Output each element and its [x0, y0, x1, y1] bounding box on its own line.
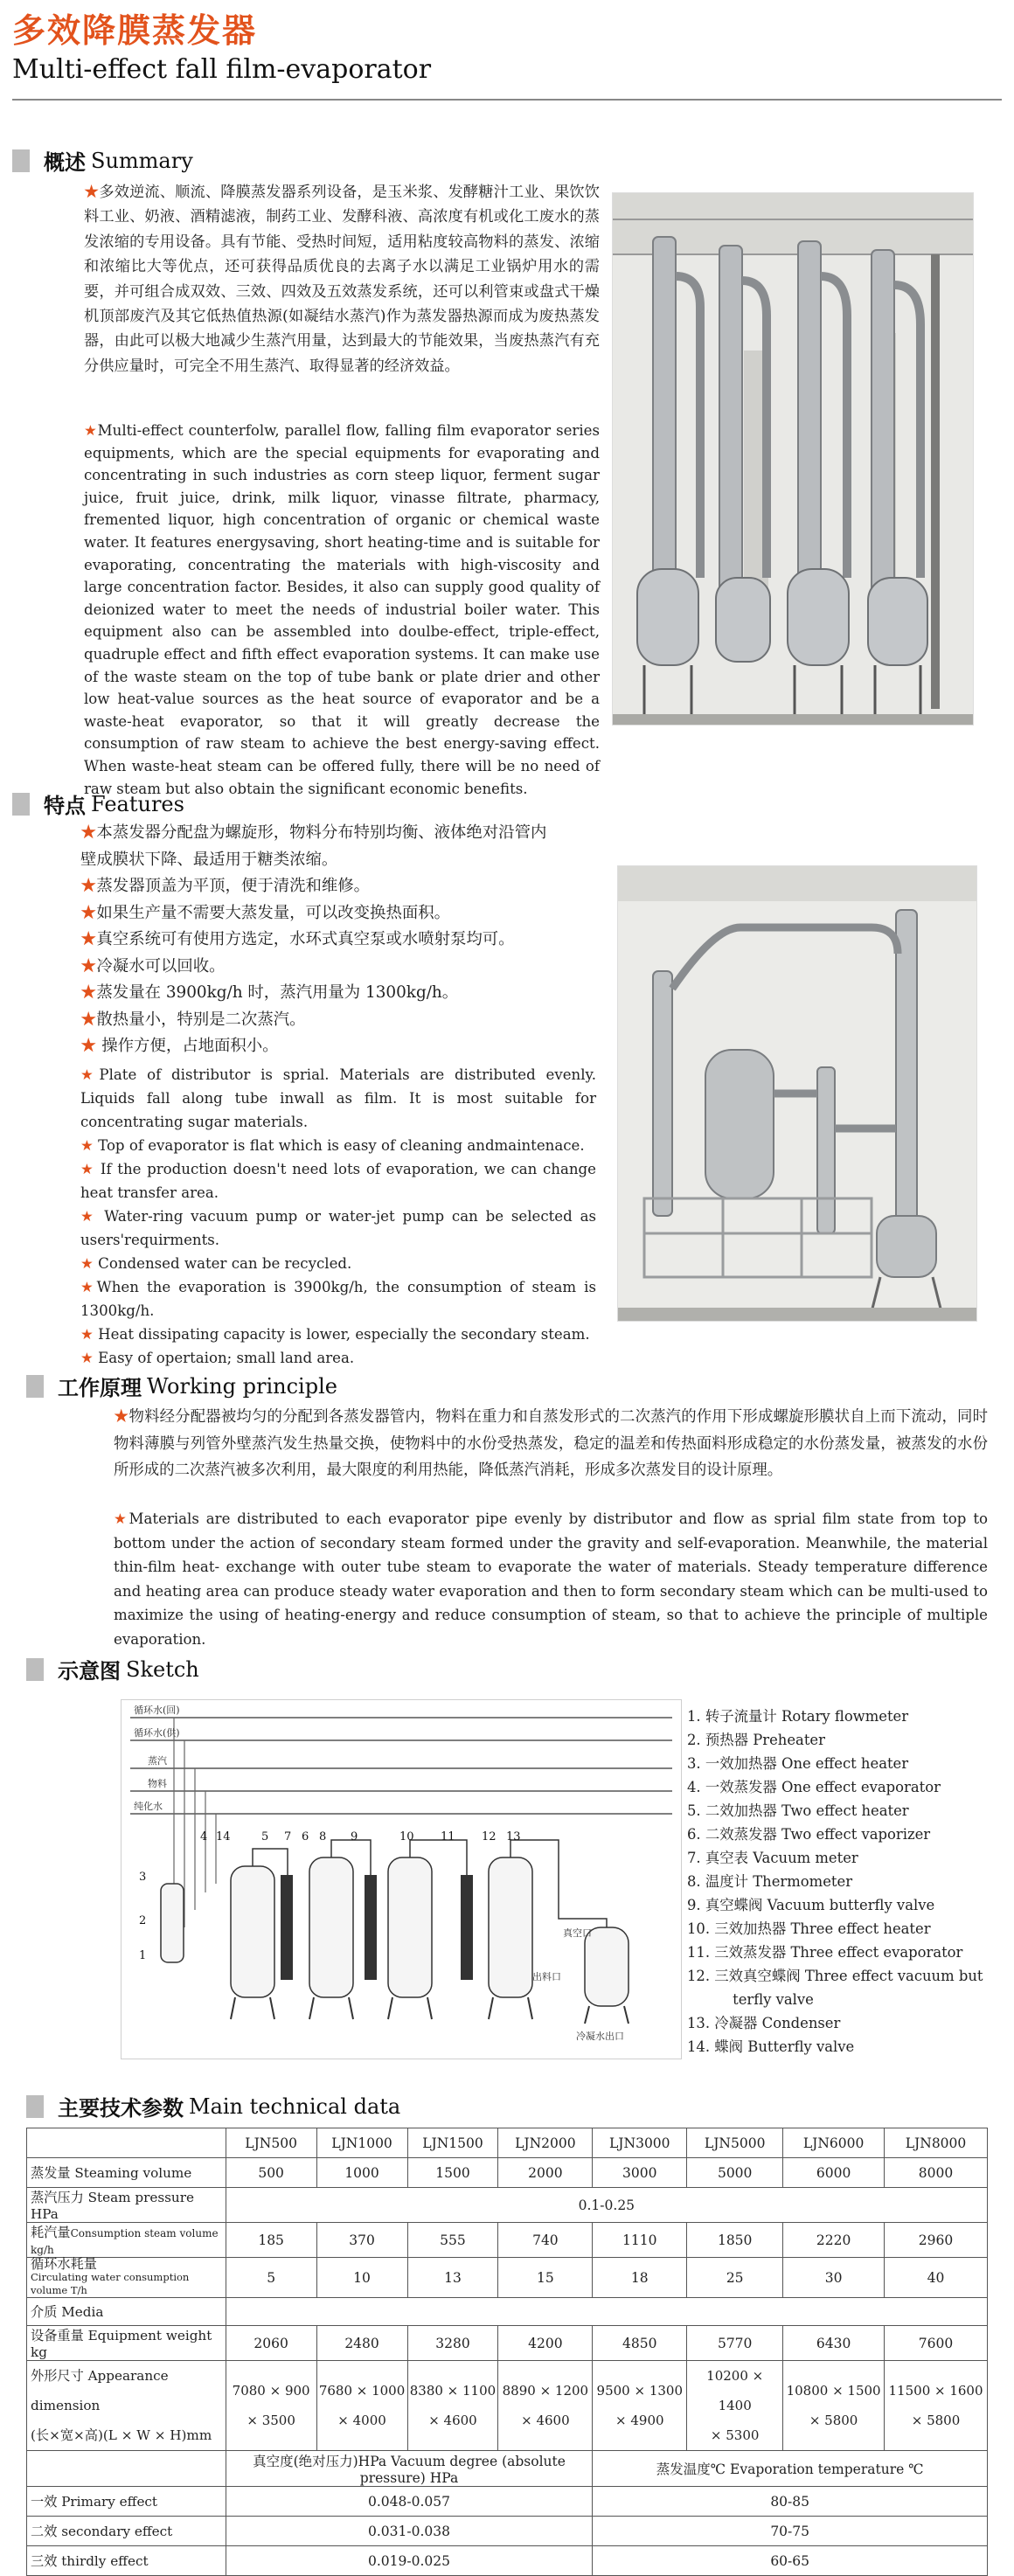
diagram-label-discharge: 出料口	[532, 1971, 561, 1982]
tech-table	[26, 2128, 988, 2576]
star-icon: ★	[80, 1326, 94, 1343]
feature-text: Plate of distributor is sprial. Materials are distributed evenly. Liquids fall along tube inwall as film. It is most suitable for concentrating sugar materials.	[80, 1066, 596, 1130]
section-marker	[12, 793, 30, 816]
process-diagram	[122, 1700, 681, 2059]
table-cell: 7600	[885, 2326, 988, 2361]
dim-bottom: × 4900	[615, 2413, 664, 2428]
table-cell: 8000	[885, 2158, 988, 2188]
dim-bottom: × 5800	[911, 2413, 961, 2428]
star-icon: ★	[80, 1208, 97, 1225]
table-row	[27, 2517, 988, 2546]
row-label	[27, 2258, 226, 2298]
row-label	[27, 2361, 226, 2451]
table-cell: 25	[687, 2258, 783, 2298]
row-label: 三效 thirdly effect	[27, 2546, 226, 2576]
sketch-heading-cn: 示意图	[58, 1659, 121, 1684]
dim-top: 7680 × 1000	[318, 2383, 406, 2399]
principle-para-en: Materials are distributed to each evaporator pipe evenly by distributor and flow as sprial film state from top to bottom under the action of secondary steam formed under the gravity and self-evaporation. Meanwhile, the material thin-film heat- exchange with outer tube steam to evaporate the water of materials. Steady temperature difference and heating area can produce steady water evaporation and then to form secondary steam which can be multi-used to maximize the using of heating-energy and reduce consumption of steam, so that to achieve the principle of multiple evaporation.	[114, 1510, 988, 1648]
sketch-heading-en: Sketch	[126, 1656, 199, 1682]
legend-item: 10. 三效加热器 Three effect heater	[687, 1920, 931, 1937]
table-cell: 4200	[498, 2326, 593, 2361]
feature-text: 蒸发器顶盖为平顶，便于清洗和维修。	[96, 877, 371, 895]
legend-item: 1. 转子流量计 Rotary flowmeter	[687, 1708, 909, 1725]
feature-item-en	[80, 1346, 596, 1370]
principle-heading-en: Working principle	[147, 1373, 337, 1399]
evaporator-photo-2	[617, 865, 977, 1322]
vacuum-header: 真空度(绝对压力)HPa Vacuum degree (absolute pressure) HPa	[226, 2451, 593, 2487]
feature-item-cn	[80, 1033, 605, 1060]
table-row	[27, 2298, 988, 2326]
star-icon: ★	[84, 184, 100, 201]
model-header: LJN8000	[885, 2128, 988, 2158]
line-label: 纯化水	[134, 1801, 163, 1812]
row-label-line: 外形尺寸 Appearance dimension	[31, 2368, 169, 2413]
row-label-en: Consumption steam volume kg/h	[31, 2227, 219, 2256]
diagram-num: 5	[261, 1830, 269, 1843]
line-label: 循环水(回)	[134, 1705, 180, 1716]
tech-heading	[26, 2091, 400, 2121]
feature-text: 冷凝水可以回收。	[96, 956, 226, 976]
legend-item: 9. 真空蝶阀 Vacuum butterfly valve	[687, 1897, 935, 1913]
diagram-num: 1	[139, 1949, 147, 1962]
row-label: 蒸汽压力 Steam pressure HPa	[27, 2188, 226, 2223]
star-icon: ★	[114, 1408, 129, 1426]
feature-item-en	[80, 1063, 596, 1134]
row-label: 二效 secondary effect	[27, 2517, 226, 2546]
legend-item: 7. 真空表 Vacuum meter	[687, 1850, 858, 1866]
sketch-heading	[26, 1654, 199, 1684]
table-cell: 3000	[593, 2158, 687, 2188]
table-cell: 10	[316, 2258, 407, 2298]
features-heading-en: Features	[91, 791, 184, 816]
table-cell	[226, 2298, 987, 2326]
evaporator-illustration-2	[618, 866, 976, 1321]
star-icon: ★	[80, 1161, 95, 1177]
section-marker	[12, 149, 30, 172]
diagram-num: 9	[351, 1830, 358, 1843]
features-list-en	[80, 1063, 596, 1370]
dim-bottom: × 5300	[710, 2427, 760, 2443]
star-icon: ★	[80, 956, 97, 976]
model-header: LJN2000	[498, 2128, 593, 2158]
star-icon: ★	[80, 1350, 94, 1366]
feature-text: When the evaporation is 3900kg/h, the consumption of steam is 1300kg/h.	[80, 1279, 596, 1319]
table-cell	[27, 2451, 226, 2487]
feature-item-cn	[80, 980, 605, 1007]
table-cell: 1000	[316, 2158, 407, 2188]
diagram-num: 4	[200, 1830, 208, 1843]
table-cell	[783, 2361, 885, 2451]
table-cell: 5000	[687, 2158, 783, 2188]
table-cell: 1850	[687, 2223, 783, 2258]
section-marker	[26, 1375, 44, 1398]
table-cell	[885, 2361, 988, 2451]
summary-heading	[12, 145, 193, 176]
table-cell: 4850	[593, 2326, 687, 2361]
model-header: LJN6000	[783, 2128, 885, 2158]
page-title-cn: 多效降膜蒸发器	[12, 11, 258, 50]
diagram-num: 8	[319, 1830, 327, 1843]
summary-text-cn	[84, 180, 600, 378]
table-cell	[593, 2361, 687, 2451]
table-cell: 6430	[783, 2326, 885, 2361]
table-cell: 2000	[498, 2158, 593, 2188]
star-icon: ★	[84, 422, 98, 439]
table-cell: 370	[316, 2223, 407, 2258]
page-title-en: Multi-effect fall film-evaporator	[12, 54, 432, 85]
table-cell: 2960	[885, 2223, 988, 2258]
feature-text: 操作方便，占地面积小。	[96, 1037, 279, 1055]
feature-item-cn	[80, 1007, 605, 1034]
principle-heading	[26, 1371, 337, 1401]
principle-heading-cn: 工作原理	[58, 1376, 142, 1400]
row-label-line: (长×宽×高)(L × W × H)mm	[31, 2427, 212, 2443]
table-cell: 500	[226, 2158, 316, 2188]
dim-top: 8890 × 1200	[502, 2383, 589, 2399]
model-header: LJN1000	[316, 2128, 407, 2158]
row-label-cn: 循环水耗量	[31, 2256, 97, 2272]
diagram-num: 3	[139, 1871, 147, 1884]
table-cell	[498, 2361, 593, 2451]
table-cell: 13	[407, 2258, 498, 2298]
table-row	[27, 2487, 988, 2517]
legend-item: 5. 二效加热器 Two effect heater	[687, 1802, 909, 1819]
table-cell: 0.1-0.25	[226, 2188, 987, 2223]
star-icon: ★	[80, 877, 97, 895]
section-marker	[26, 1658, 44, 1681]
legend-item: 4. 一效蒸发器 One effect evaporator	[687, 1779, 941, 1795]
legend-item: 11. 三效蒸发器 Three effect evaporator	[687, 1944, 963, 1961]
star-icon: ★	[80, 983, 97, 1002]
feature-text: Easy of opertaion; small land area.	[93, 1350, 355, 1366]
table-cell: 2220	[783, 2223, 885, 2258]
evaporator-illustration-1	[613, 193, 973, 725]
diagram-num: 14	[216, 1830, 231, 1843]
star-icon: ★	[80, 1066, 100, 1083]
dim-bottom: × 4600	[521, 2413, 570, 2428]
legend-item: 13. 冷凝器 Condenser	[687, 2015, 841, 2031]
section-marker	[26, 2095, 44, 2118]
dim-bottom: × 5800	[809, 2413, 858, 2428]
feature-item-cn	[80, 900, 605, 927]
feature-item-en	[80, 1275, 596, 1323]
feature-item-cn	[80, 927, 605, 954]
table-cell: 2060	[226, 2326, 316, 2361]
table-row	[27, 2451, 988, 2487]
table-cell	[27, 2128, 226, 2158]
table-cell: 0.048-0.057	[226, 2487, 593, 2517]
star-icon: ★	[80, 930, 97, 948]
principle-para-cn: 物料经分配器被均匀的分配到各蒸发器管内，物料在重力和自蒸发形式的二次蒸汽的作用下形成螺旋形膜状自上而下流动，同时物料薄膜与列管外壁蒸汽发生热量交换，使物料中的水份受热蒸发，稳定的温差和传热面料形成稳定的水份蒸发量，被蒸发的水份所形成的二次蒸汽被多次利用，最大限度的利用热能，降低蒸汽消耗，形成多次蒸发目的设计原理。	[114, 1408, 988, 1480]
row-label	[27, 2223, 226, 2258]
table-cell: 185	[226, 2223, 316, 2258]
table-row	[27, 2223, 988, 2258]
dim-bottom: × 4000	[337, 2413, 386, 2428]
row-label: 蒸发量 Steaming volume	[27, 2158, 226, 2188]
evaporator-photo-1	[612, 192, 974, 726]
row-label: 设备重量 Equipment weight kg	[27, 2326, 226, 2361]
temperature-header: 蒸发温度℃ Evaporation temperature ℃	[593, 2451, 988, 2487]
legend-item: terfly valve	[687, 1991, 814, 2008]
row-label-cn: 耗汽量	[31, 2225, 71, 2240]
star-icon: ★	[80, 903, 97, 922]
table-row	[27, 2546, 988, 2576]
sketch-diagram	[121, 1699, 682, 2059]
principle-text-en	[114, 1507, 988, 1652]
diagram-num: 11	[441, 1830, 455, 1843]
dim-bottom: × 4600	[428, 2413, 477, 2428]
diagram-num: 12	[482, 1830, 497, 1843]
table-cell	[316, 2361, 407, 2451]
title-divider	[12, 99, 1002, 101]
summary-para-en: Multi-effect counterfolw, parallel flow, falling film evaporator series equipments, which are the special equipments for evaporating and concentrating in such industries as corn steep liquor, ferment sugar juice, fruit juice, drink, milk liquor, vinasse filtrate, pharmacy, fremented liquor, high concentration of organic or chemical waste water. It features energysaving, short heating-time and is suitable for evaporating, concentrating the materials with high-viscosity and large concentration factor. Besides, it also can supply good quality of deionized water to meet the needs of industrial boiler water. This equipment also can be assembled into doulbe-effect, triple-effect, quadruple effect and fifth effect evaporation systems. It can make use of the waste steam on the top of tube bank or plate drier and other low heat-value sources as the heat source of evaporator and be a waste-heat evaporator, so that it will greatly decrease the consumption of raw steam to achieve the best energy-saving effect. When waste-heat steam can be offered fully, there will be no need of raw steam but also obtain the significant economic benefits.	[84, 422, 600, 797]
legend-item: 6. 二效蒸发器 Two effect vaporizer	[687, 1826, 931, 1843]
summary-heading-en: Summary	[91, 148, 193, 173]
table-cell: 15	[498, 2258, 593, 2298]
table-cell: 5	[226, 2258, 316, 2298]
star-icon: ★	[114, 1510, 129, 1527]
table-cell: 70-75	[593, 2517, 988, 2546]
feature-text: 如果生产量不需要大蒸发量，可以改变换热面积。	[96, 903, 451, 922]
star-icon: ★	[80, 1037, 97, 1055]
dim-top: 7080 × 900	[232, 2383, 310, 2399]
legend-item: 3. 一效加热器 One effect heater	[687, 1755, 909, 1772]
star-icon: ★	[80, 1279, 97, 1295]
table-cell: 1110	[593, 2223, 687, 2258]
model-header: LJN3000	[593, 2128, 687, 2158]
feature-text: Condensed water can be recycled.	[93, 1255, 352, 1272]
feature-text: 壁成膜状下降、最适用于糖类浓缩。	[80, 850, 338, 869]
dim-top: 8380 × 1100	[409, 2383, 497, 2399]
summary-heading-cn: 概述	[44, 150, 86, 175]
feature-text: Top of evaporator is flat which is easy of cleaning andmaintenace.	[93, 1137, 585, 1154]
table-cell: 18	[593, 2258, 687, 2298]
table-cell: 1500	[407, 2158, 498, 2188]
dim-top: 10800 × 1500	[786, 2383, 881, 2399]
model-header: LJN1500	[407, 2128, 498, 2158]
table-cell	[407, 2361, 498, 2451]
table-cell: 5770	[687, 2326, 783, 2361]
table-cell: 6000	[783, 2158, 885, 2188]
row-label-en: Circulating water consumption volume T/h	[31, 2271, 190, 2296]
table-cell: 0.019-0.025	[226, 2546, 593, 2576]
row-label: 一效 Primary effect	[27, 2487, 226, 2517]
summary-para-cn: 多效逆流、顺流、降膜蒸发器系列设备，是玉米浆、发酵糖汁工业、果饮饮料工业、奶液、酒精滤液，制药工业、发酵科液、高浓度有机或化工废水的蒸发浓缩的专用设备。具有节能、受热时间短，适用粘度较高物料的蒸发、浓缩和浓缩比大等优点，还可获得品质优良的去离子水以满足工业锅炉用水的需要，并可组合成双效、三效、四效及五效蒸发系统，还可以利管束或盘式干燥机顶部废汽及其它低热值热源(如凝结水蒸汽)作为蒸发器热源而成为废热蒸发器，由此可以极大地减少生蒸汽用量，达到最大的节能效果，当废热蒸汽有充分供应量时，可完全不用生蒸汽、取得显著的经济效益。	[84, 184, 600, 375]
principle-text-cn	[114, 1404, 988, 1484]
diagram-label-vacuum: 真空口	[563, 1927, 592, 1939]
line-label: 蒸汽	[148, 1755, 167, 1767]
feature-item-cn	[80, 954, 605, 981]
table-cell: 740	[498, 2223, 593, 2258]
tech-heading-cn: 主要技术参数	[58, 2096, 184, 2121]
dim-top: 11500 × 1600	[888, 2383, 983, 2399]
table-cell: 2480	[316, 2326, 407, 2361]
legend-item: 2. 预热器 Preheater	[687, 1732, 825, 1748]
summary-text-en	[84, 420, 600, 800]
line-label: 循环水(供)	[134, 1727, 180, 1739]
feature-item-cn	[80, 820, 605, 847]
star-icon: ★	[80, 823, 97, 842]
table-cell: 555	[407, 2223, 498, 2258]
feature-item-en	[80, 1205, 596, 1252]
diagram-label-cooling: 冷凝水出口	[576, 2031, 624, 2042]
feature-text: 真空系统可有使用方选定，水环式真空泵或水喷射泵均可。	[96, 930, 515, 948]
legend-item: 14. 蝶阀 Butterfly valve	[687, 2038, 855, 2055]
features-list-cn	[80, 820, 605, 1060]
table-row	[27, 2158, 988, 2188]
table-cell: 30	[783, 2258, 885, 2298]
legend-item: 8. 温度计 Thermometer	[687, 1873, 853, 1890]
sketch-legend	[687, 1705, 1011, 2059]
line-label: 物料	[148, 1778, 167, 1789]
feature-item-en	[80, 1157, 596, 1205]
table-cell	[226, 2361, 316, 2451]
diagram-num: 2	[139, 1914, 147, 1927]
star-icon: ★	[80, 1010, 97, 1029]
legend-item: 12. 三效真空蝶阀 Three effect vacuum but	[687, 1968, 983, 1984]
table-row	[27, 2188, 988, 2223]
feature-text: 散热量小，特别是二次蒸汽。	[96, 1010, 306, 1029]
table-cell: 60-65	[593, 2546, 988, 2576]
diagram-num: 10	[399, 1830, 414, 1843]
dim-top: 9500 × 1300	[596, 2383, 683, 2399]
dim-bottom: × 3500	[247, 2413, 295, 2428]
table-row	[27, 2128, 988, 2158]
feature-text: Water-ring vacuum pump or water-jet pump can be selected as users'requirments.	[80, 1208, 596, 1248]
tech-heading-en: Main technical data	[189, 2093, 401, 2119]
model-header: LJN500	[226, 2128, 316, 2158]
table-row	[27, 2258, 988, 2298]
feature-text: 蒸发量在 3900kg/h 时，蒸汽用量为 1300kg/h。	[96, 983, 459, 1002]
features-heading	[12, 788, 184, 819]
dim-top: 10200 × 1400	[706, 2368, 764, 2413]
table-cell: 3280	[407, 2326, 498, 2361]
diagram-num: 13	[506, 1830, 521, 1843]
features-heading-cn: 特点	[44, 794, 86, 818]
star-icon: ★	[80, 1137, 94, 1154]
model-header: LJN5000	[687, 2128, 783, 2158]
table-cell: 80-85	[593, 2487, 988, 2517]
table-cell: 40	[885, 2258, 988, 2298]
diagram-num: 7	[284, 1830, 292, 1843]
diagram-num: 6	[302, 1830, 309, 1843]
feature-item-cn	[80, 873, 605, 900]
feature-item-cn	[80, 847, 605, 874]
star-icon: ★	[80, 1255, 94, 1272]
table-cell: 0.031-0.038	[226, 2517, 593, 2546]
table-row	[27, 2361, 988, 2451]
feature-text: Heat dissipating capacity is lower, especially the secondary steam.	[93, 1326, 590, 1343]
feature-text: If the production doesn't need lots of evaporation, we can change heat transfer area.	[80, 1161, 596, 1201]
feature-text: 本蒸发器分配盘为螺旋形，物料分布特别均衡、液体绝对沿管内	[96, 823, 547, 842]
row-label: 介质 Media	[27, 2298, 226, 2326]
feature-item-en	[80, 1323, 596, 1346]
feature-item-en	[80, 1252, 596, 1275]
table-row	[27, 2326, 988, 2361]
table-cell	[687, 2361, 783, 2451]
feature-item-en	[80, 1134, 596, 1157]
